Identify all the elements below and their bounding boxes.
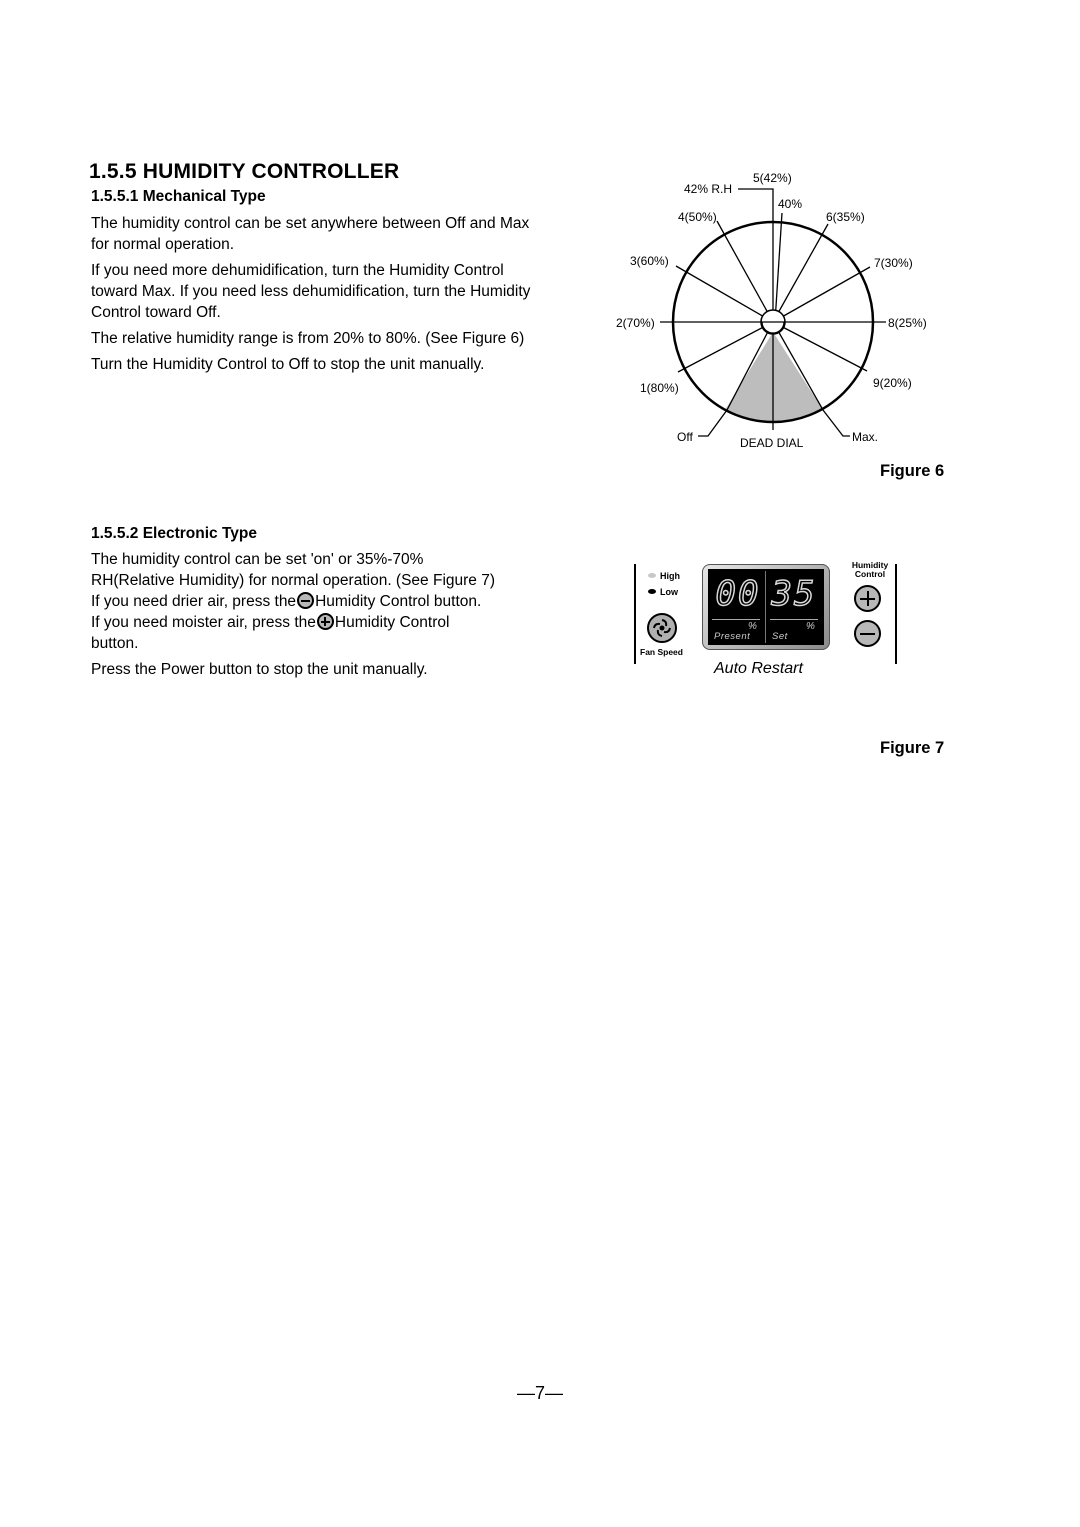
fan-icon <box>649 615 675 641</box>
electronic-line-3 <box>91 591 561 612</box>
low-led-icon <box>648 589 656 594</box>
lcd-divider-right <box>770 619 818 620</box>
label-pos5: 5(42%) <box>753 171 792 185</box>
mechanical-paragraph-1: The humidity control can be set anywhere between Off and Max for normal operation. <box>91 215 530 253</box>
electronic-type-heading: 1.5.5.2 Electronic Type <box>91 525 257 542</box>
electronic-line-1: The humidity control can be set 'on' or 35%-70% <box>91 551 424 568</box>
label-off: Off <box>677 430 693 444</box>
fan-low-indicator <box>648 587 678 597</box>
present-unit: % <box>748 621 757 632</box>
set-unit: % <box>806 621 815 632</box>
panel-left-border <box>634 564 636 664</box>
plus-circle-icon <box>317 613 334 630</box>
electronic-line-6: Press the Power button to stop the unit manually. <box>91 661 428 678</box>
humidity-dial-diagram <box>600 160 960 460</box>
electronic-control-panel <box>630 558 900 688</box>
electronic-line-3-post: Humidity Control button. <box>315 593 482 610</box>
mechanical-description <box>91 213 531 375</box>
panel-right-border <box>895 564 897 664</box>
minus-circle-icon <box>297 592 314 609</box>
label-rh-callout: 42% R.H <box>684 182 733 196</box>
figure-6-caption: Figure 6 <box>880 462 945 480</box>
plus-icon-v <box>867 591 869 606</box>
electronic-line-5: button. <box>91 635 139 652</box>
section-title: 1.5.5 HUMIDITY CONTROLLER <box>89 160 400 183</box>
mechanical-paragraph-3: The relative humidity range is from 20% to 80%. (See Figure 6) <box>91 330 525 347</box>
lcd-bezel <box>702 564 830 650</box>
mechanical-paragraph-4: Turn the Humidity Control to Off to stop the unit manually. <box>91 356 485 373</box>
page-number: —7— <box>516 1383 563 1403</box>
electronic-line-4-post: Humidity Control <box>334 614 450 631</box>
label-pos40: 40% <box>778 197 803 211</box>
lcd-divider-left <box>712 619 760 620</box>
present-humidity-value: 00 <box>715 574 761 614</box>
auto-restart-label: Auto Restart <box>714 660 803 677</box>
label-pos2: 2(70%) <box>616 316 655 330</box>
lcd-divider-vertical <box>765 571 766 643</box>
electronic-line-4 <box>91 612 561 633</box>
electronic-line-4-pre: If you need moister air, press the <box>91 614 316 631</box>
label-pos6: 6(35%) <box>826 210 865 224</box>
humidity-plus-button[interactable] <box>854 585 881 612</box>
label-pos1: 1(80%) <box>640 381 679 395</box>
electronic-description <box>91 549 561 680</box>
fan-speed-label: Fan Speed <box>640 647 683 657</box>
label-max: Max. <box>852 430 879 444</box>
fan-high-label: High <box>660 571 680 581</box>
fan-speed-button[interactable] <box>647 613 677 643</box>
set-humidity-value: 35 <box>771 574 817 614</box>
electronic-line-3-pre: If you need drier air, press the <box>91 593 297 610</box>
fan-high-indicator <box>648 571 680 581</box>
label-pos3: 3(60%) <box>630 254 669 268</box>
high-led-icon <box>648 573 656 578</box>
label-pos7: 7(30%) <box>874 256 913 270</box>
minus-icon <box>860 633 875 635</box>
mechanical-type-heading: 1.5.5.1 Mechanical Type <box>91 188 266 205</box>
label-pos9: 9(20%) <box>873 376 912 390</box>
humidity-control-label-line2: Control <box>854 569 886 579</box>
label-pos4: 4(50%) <box>678 210 717 224</box>
label-pos8: 8(25%) <box>888 316 927 330</box>
humidity-control-label-line1: Humidity <box>851 560 889 570</box>
humidity-control-label <box>842 561 898 579</box>
humidity-minus-button[interactable] <box>854 620 881 647</box>
fan-low-label: Low <box>660 587 678 597</box>
set-label: Set <box>772 631 788 642</box>
present-label: Present <box>714 631 751 642</box>
lcd-screen <box>708 569 824 645</box>
electronic-line-2: RH(Relative Humidity) for normal operation. (See Figure 7) <box>91 572 496 589</box>
figure-7-caption: Figure 7 <box>880 739 945 757</box>
mechanical-paragraph-2: If you need more dehumidification, turn the Humidity Control toward Max. If you need less dehumidification, turn the Humidity Control toward Off. <box>91 262 531 321</box>
label-dead-dial: DEAD DIAL <box>740 436 804 450</box>
dead-zone-wedge <box>725 332 823 423</box>
